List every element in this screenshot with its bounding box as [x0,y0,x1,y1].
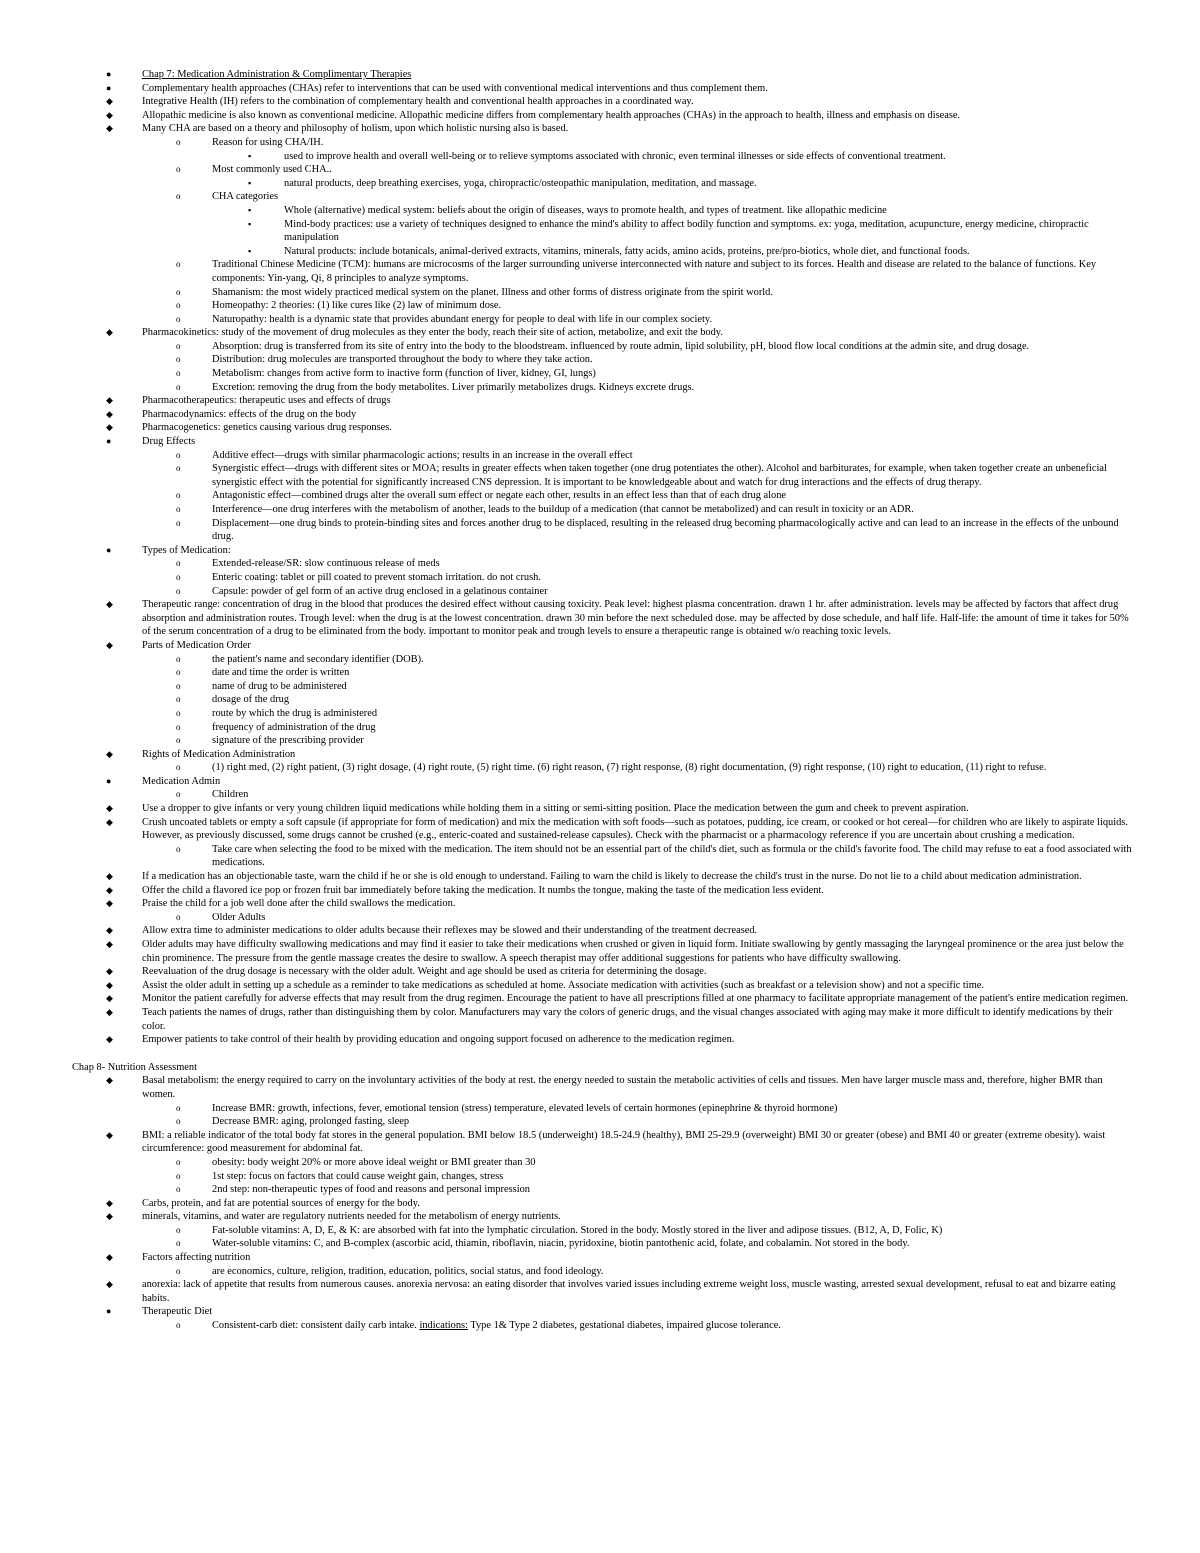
list-item [0,761,1200,775]
bullet-diamond-icon: ◆ [106,639,113,650]
bullet-o-icon: o [176,1102,181,1113]
bullet-diamond-icon: ◆ [106,96,113,107]
list-item [0,245,1200,259]
list-item [0,775,1200,789]
list-item [0,585,1200,599]
bullet-o-icon: o [176,667,181,678]
list-item-text: Offer the child a flavored ice pop or frozen fruit bar immediately before taking the medication. It numbs the tongue, making the taste of the medication less evident. [142,884,824,896]
list-item [0,721,1200,735]
bullet-square-icon: ▪ [248,177,252,188]
bullet-o-icon: o [176,1320,181,1331]
list-item [0,1319,1200,1333]
bullet-o-icon: o [176,735,181,746]
list-item [0,680,1200,694]
list-item-text: Assist the older adult in setting up a schedule as a reminder to take medications as scheduled at home. Associate medication with activities (such as breakfast or a television show) and not a specific time. [142,979,984,991]
list-item [0,82,1200,96]
bullet-o-icon: o [176,585,181,596]
list-item [0,517,1200,544]
bullet-o-icon: o [176,789,181,800]
list-item [0,503,1200,517]
list-item-text: Take care when selecting the food to be mixed with the medication. The item should not be an essential part of the child's diet, such as formula or the child's favorite food. The child may refuse to eat a food associated with medications. [212,843,1132,869]
list-item [0,421,1200,435]
list-item [0,816,1200,843]
bullet-circle-icon: ● [106,775,112,786]
bullet-diamond-icon: ◆ [106,966,113,977]
list-item-text: Older adults may have difficulty swallowing medications and may find it easier to take their medications when crushed or given in liquid form. Initiate swallowing by gently massaging the laryngeal prominence or the area just below the chin prominence. The pressure from the gentle massage creates the desire to swallow. A speech therapist may offer additional suggestions for patients who have difficulty swallowing. [142,939,1124,964]
list-item [0,938,1200,965]
list-item [0,802,1200,816]
bullet-diamond-icon: ◆ [106,1279,113,1290]
list-item-text: 1st step: focus on factors that could cause weight gain, changes, stress [212,1170,504,1182]
list-item [0,666,1200,680]
indications-label: indications: [419,1320,468,1332]
bullet-o-icon: o [176,340,181,351]
bullet-diamond-icon: ◆ [106,993,113,1004]
list-item [0,340,1200,354]
list-item [0,1115,1200,1129]
list-item-text: Whole (alternative) medical system: beliefs about the origin of diseases, ways to promote health, and types of treatment. like allopathic medicine [284,204,887,216]
list-item-text: Shamanism: the most widely practiced medical system on the planet. Illness and other forms of distress originate from the spirit world. [212,286,773,298]
list-item-text: Metabolism: changes from active form to inactive form (function of liver, kidney, GI, lungs) [212,368,596,380]
bullet-diamond-icon: ◆ [106,1252,113,1263]
bullet-diamond-icon: ◆ [106,1211,113,1222]
list-item-text: date and time the order is written [212,667,350,679]
bullet-o-icon: o [176,164,181,175]
list-item [0,394,1200,408]
bullet-square-icon: ▪ [248,245,252,256]
list-item [0,122,1200,136]
list-item [0,150,1200,164]
list-item [0,435,1200,449]
list-item-text: Pharmacogenetics: genetics causing various drug responses. [142,422,392,434]
list-item-text: Enteric coating: tablet or pill coated to prevent stomach irritation. do not crush. [212,571,541,583]
bullet-o-icon: o [176,313,181,324]
list-item [0,1224,1200,1238]
list-item-text: Teach patients the names of drugs, rather than distinguishing them by color. Manufacturers may vary the colors of generic drugs, and the visual changes associated with aging may make it more difficult to identify medications by their color. [142,1006,1113,1032]
list-item [0,884,1200,898]
list-item [0,489,1200,503]
bullet-o-icon: o [176,653,181,664]
bullet-diamond-icon: ◆ [106,1197,113,1208]
list-item [0,748,1200,762]
bullet-diamond-icon: ◆ [106,599,113,610]
list-item-text: Drug Effects [142,436,196,448]
bullet-circle-icon: ● [106,436,112,447]
bullet-o-icon: o [176,1238,181,1249]
bullet-square-icon: ▪ [248,150,252,161]
list-item [0,1074,1200,1101]
list-item [0,163,1200,177]
bullet-o-icon: o [176,368,181,379]
list-item [0,462,1200,489]
list-item [0,788,1200,802]
list-item-text: name of drug to be administered [212,680,347,692]
list-item-text: minerals, vitamins, and water are regulatory nutrients needed for the metabolism of energy nutrients. [142,1211,561,1223]
bullet-diamond-icon: ◆ [106,748,113,759]
list-item-text: Basal metabolism: the energy required to carry on the involuntary activities of the body at rest. the energy needed to sustain the metabolic activities of cells and tissues. Men have larger muscle mass and, therefore, higher BMR than women. [142,1075,1103,1100]
bullet-diamond-icon: ◆ [106,871,113,882]
list-item [0,313,1200,327]
bullet-o-icon: o [176,762,181,773]
list-item-text: Pharmacotherapeutics: therapeutic uses and effects of drugs [142,395,391,407]
list-item [0,1183,1200,1197]
list-item-text: Antagonistic effect—combined drugs alter the overall sum effect or negate each other, results in an effect less than that of each drug alone [212,490,787,502]
list-item [0,557,1200,571]
list-item [0,870,1200,884]
list-item-text: Factors affecting nutrition [142,1252,251,1264]
bullet-circle-icon: ● [106,544,112,555]
list-item-text: 2nd step: non-therapeutic types of food and reasons and personal impression [212,1184,530,1196]
list-item [0,204,1200,218]
bullet-o-icon: o [176,136,181,147]
chapter-7-list [0,82,1200,1047]
list-item-text: Complementary health approaches (CHAs) refer to interventions that can be used with conventional medical interventions and thus complement them. [142,82,768,94]
bullet-o-icon: o [176,680,181,691]
list-item [0,190,1200,204]
list-item-text: Natural products: include botanicals, animal-derived extracts, vitamins, minerals, fatty acids, amino acids, proteins, pre/pro-biotics, whole diet, and functional foods. [284,245,970,257]
list-item [0,598,1200,639]
list-item-text: Carbs, protein, and fat are potential sources of energy for the body. [142,1197,420,1209]
list-item-text: Extended-release/SR: slow continuous release of meds [212,558,440,570]
bullet-o-icon: o [176,463,181,474]
list-item [0,367,1200,381]
bullet-diamond-icon: ◆ [106,979,113,990]
list-item-text: Type 1& Type 2 diabetes, gestational diabetes, impaired glucose tolerance. [467,1320,781,1332]
list-item [0,381,1200,395]
chapter-8-list [0,1074,1200,1319]
list-item-text: Water-soluble vitamins: C, and B-complex (ascorbic acid, thiamin, riboflavin, niacin, pyridoxine, biotin pantothenic acid, folate, and cobalamin. Not stored in the body. [212,1238,910,1250]
list-item-text: Integrative Health (IH) refers to the combination of complementary health and conventional health approaches in a coordinated way. [142,96,694,108]
list-item [0,979,1200,993]
list-item [0,1129,1200,1156]
list-item [0,286,1200,300]
list-item-text: Use a dropper to give infants or very young children liquid medications while holding them in a sitting or semi-sitting position. Place the medication between the gum and cheek to prevent aspiration. [142,803,969,815]
bullet-diamond-icon: ◆ [106,898,113,909]
bullet-o-icon: o [176,490,181,501]
list-item-text: Displacement—one drug binds to protein-binding sites and forces another drug to be displaced, resulting in the released drug becoming pharmacologically active and can lead to an increase in the effects of the unbound drug. [212,517,1119,543]
bullet-o-icon: o [176,1184,181,1195]
bullet-o-icon: o [176,381,181,392]
list-item-text: Older Adults [212,911,266,923]
list-item-text: Fat-soluble vitamins: A, D, E, & K: are absorbed with fat into the lymphatic circulation. Stored in the body. Mostly stored in the liver and adipose tissues. (B12, A, D, Folic, K) [212,1224,943,1236]
bullet-diamond-icon: ◆ [106,408,113,419]
list-item-text: BMI: a reliable indicator of the total body fat stores in the general population. BMI below 18.5 (underweight) 18.5-24.9 (healthy), BMI 25-29.9 (overweight) BMI 30 or greater (obese) and BMI 40 or greater (extreme obesity). waist circumference: good measurement for abdominal fat. [142,1129,1106,1155]
bullet-o-icon: o [176,259,181,270]
list-item-text: Reason for using CHA/IH. [212,136,324,148]
list-item [0,992,1200,1006]
bullet-o-icon: o [176,300,181,311]
list-item-text: Mind-body practices: use a variety of techniques designed to enhance the mind's ability to affect bodily function and symptoms. ex: yoga, meditation, acupuncture, energy medicine, chiropractic manipulation [284,218,1089,244]
bullet-diamond-icon: ◆ [106,803,113,814]
list-item [0,843,1200,870]
bullet-diamond-icon: ◆ [106,395,113,406]
list-item-text: Traditional Chinese Medicine (TCM): humans are microcosms of the larger surrounding universe interconnected with nature and subject to its forces. Health and disease are related to the balance of functions. Key components: Yin-yang, Qi, 8 principles to analyze symptoms. [212,259,1097,284]
bullet-o-icon: o [176,1170,181,1181]
list-item-text: Therapeutic Diet [142,1306,213,1318]
list-item-text: CHA categories [212,191,279,203]
chapter-7-title-line [0,68,1200,82]
list-item [0,965,1200,979]
list-item-text: are economics, culture, religion, tradition, education, politics, social status, and food ideology. [212,1265,604,1277]
bullet-square-icon: ▪ [248,204,252,215]
list-item-text: Pharmacokinetics: study of the movement of drug molecules as they enter the body, reach their site of action, metabolize, and exit the body. [142,327,723,339]
list-item-text: Decrease BMR: aging, prolonged fasting, sleep [212,1116,410,1128]
list-item-text: dosage of the drug [212,694,290,706]
list-item-text: used to improve health and overall well-being or to relieve symptoms associated with chronic, even terminal illnesses or side effects of conventional treatment. [284,150,946,162]
list-item-text: frequency of administration of the drug [212,721,376,733]
list-item [0,109,1200,123]
list-item-text: Praise the child for a job well done after the child swallows the medication. [142,898,456,910]
list-item [0,1305,1200,1319]
bullet-o-icon: o [176,354,181,365]
list-item-text: Additive effect—drugs with similar pharmacologic actions; results in an increase in the overall effect [212,449,633,461]
list-item [0,924,1200,938]
list-item-text: anorexia: lack of appetite that results from numerous causes. anorexia nervosa: an eating disorder that involves varied issues including extreme weight loss, muscle wasting, arrested sexual development, refusal to eat and bizarre eating habits. [142,1279,1116,1304]
bullet-diamond-icon: ◆ [106,123,113,134]
list-item [0,353,1200,367]
bullet-o-icon: o [176,571,181,582]
list-item-text: Crush uncoated tablets or empty a soft capsule (if appropriate for form of medication) and mix the medication with soft foods—such as potatoes, pudding, ice cream, or cooked or hot cereal—for children who are likely to aspirate liquids. However, as previously discussed, some drugs cannot be crushed (e.g., enteric-coated and sustained-release capsules). Check with the pharmacist or a pharmacology reference if you are uncertain about crushing a medication. [142,816,1128,842]
bullet-o-icon: o [176,286,181,297]
list-item [0,1033,1200,1047]
list-item-text: signature of the prescribing provider [212,735,364,747]
bullet-circle-icon: ● [106,82,112,93]
bullet-o-icon: o [176,1156,181,1167]
list-item-text: Most commonly used CHA.. [212,164,332,176]
list-item-text: (1) right med, (2) right patient, (3) right dosage, (4) right route, (5) right time. (6) right reason, (7) right response, (8) right documentation, (9) right response, (10) right to education, (11) right to refuse. [212,762,1047,774]
list-item [0,1197,1200,1211]
list-item [0,136,1200,150]
list-item-text: Distribution: drug molecules are transported throughout the body to where they take action. [212,354,593,366]
bullet-o-icon: o [176,843,181,854]
list-item-text: Parts of Medication Order [142,639,251,651]
list-item [0,734,1200,748]
list-item-text: Consistent-carb diet: consistent daily carb intake. [212,1320,420,1332]
bullet-circle-icon: ● [106,69,112,79]
list-item [0,177,1200,191]
list-item [0,693,1200,707]
list-item-text: Interference—one drug interferes with the metabolism of another, leads to the buildup of a medication (that cannot be metabolized) and can result in toxicity or an ADR. [212,504,914,515]
list-item [0,218,1200,245]
bullet-o-icon: o [176,911,181,922]
bullet-diamond-icon: ◆ [106,327,113,338]
chapter-8-section [0,1061,1200,1333]
list-item-text: Capsule: powder of gel form of an active drug enclosed in a gelatinous container [212,585,548,597]
list-item [0,95,1200,109]
list-item [0,897,1200,911]
bullet-diamond-icon: ◆ [106,1034,113,1045]
list-item [0,1006,1200,1033]
list-item-text: Children [212,789,249,801]
bullet-diamond-icon: ◆ [106,1006,113,1017]
bullet-o-icon: o [176,517,181,528]
list-item-text: If a medication has an objectionable taste, warn the child if he or she is old enough to understand. Failing to warn the child is likely to decrease the child's trust in the nurse. Do not lie to a child about medication administration. [142,871,1082,883]
list-item [0,571,1200,585]
list-item-text: Empower patients to take control of their health by providing education and ongoing support focused on adherence to the medication regimen. [142,1034,735,1046]
bullet-o-icon: o [176,1265,181,1276]
list-item-text: Increase BMR: growth, infections, fever, emotional tension (stress) temperature, elevated levels of certain hormones (epinephrine & thyroid hormone) [212,1102,838,1114]
list-item-text: Allow extra time to administer medications to older adults because their reflexes may be slowed and their understanding of the treatment decreased. [142,925,758,937]
list-item-text: the patient's name and secondary identifier (DOB). [212,653,424,665]
list-item [0,1156,1200,1170]
list-item-text: Types of Medication: [142,544,231,556]
list-item-text: Rights of Medication Administration [142,748,296,760]
bullet-diamond-icon: ◆ [106,422,113,433]
list-item [0,449,1200,463]
bullet-o-icon: o [176,449,181,460]
list-item [0,1265,1200,1279]
list-item [0,408,1200,422]
list-item-text: Many CHA are based on a theory and philosophy of holism, upon which holistic nursing also is based. [142,123,569,135]
list-item [0,1278,1200,1305]
bullet-square-icon: ▪ [248,218,252,229]
list-item-text: Naturopathy: health is a dynamic state that provides abundant energy for people to deal with life in our complex society. [212,313,713,325]
bullet-o-icon: o [176,191,181,202]
chapter-7-section [0,68,1200,1047]
bullet-o-icon: o [176,694,181,705]
list-item-text: obesity: body weight 20% or more above ideal weight or BMI greater than 30 [212,1156,536,1168]
list-item [0,1237,1200,1251]
chapter-7-title: Chap 7: Medication Administration & Complimentary Therapies [142,69,412,80]
list-item [0,653,1200,667]
list-item [0,299,1200,313]
list-item-text: Synergistic effect—drugs with different sites or MOA; results in greater effects when taken together (one drug potentiates the other). Alcohol and barbiturates, for example, when taken together create an unbeneficial synergistic effect with the potential for significantly increased CNS depression. It is important to be knowledgeable about and watch for drug interactions and the effects of drug therapy. [212,463,1107,488]
bullet-diamond-icon: ◆ [106,109,113,120]
list-item [0,1251,1200,1265]
list-item [0,1102,1200,1116]
chapter-8-title: Chap 8- Nutrition Assessment [72,1061,197,1073]
list-item [0,544,1200,558]
list-item [0,1210,1200,1224]
bullet-o-icon: o [176,707,181,718]
list-item [0,911,1200,925]
list-item [0,639,1200,653]
list-item [0,1170,1200,1184]
list-item-text: Homeopathy: 2 theories: (1) like cures like (2) law of minimum dose. [212,300,502,312]
bullet-diamond-icon: ◆ [106,884,113,895]
bullet-diamond-icon: ◆ [106,816,113,827]
list-item-text: Monitor the patient carefully for adverse effects that may result from the drug regimen. Encourage the patient to have all prescriptions filled at one pharmacy to facilitate appropriate management of the patient's entire medication regimen. [142,993,1129,1005]
bullet-o-icon: o [176,558,181,569]
bullet-o-icon: o [176,1224,181,1235]
list-item-text: Reevaluation of the drug dosage is necessary with the older adult. Weight and age should be used as criteria for determining the dosage. [142,966,707,978]
bullet-diamond-icon: ◆ [106,939,113,949]
list-item-text: natural products, deep breathing exercises, yoga, chiropractic/osteopathic manipulation, meditation, and massage. [284,177,757,189]
list-item-text: Medication Admin [142,775,221,787]
list-item-text: Pharmacodynamics: effects of the drug on the body [142,408,357,420]
bullet-diamond-icon: ◆ [106,925,113,936]
list-item-text: Allopathic medicine is also known as conventional medicine. Allopathic medicine differs from complementary health approaches (CHAs) in the approach to health, illness and emphasis on disease. [142,109,961,121]
list-item-text: Absorption: drug is transferred from its site of entry into the body to the bloodstream. influenced by route admin, lipid solubility, pH, blood flow local conditions at the admin site, and drug dosage. [212,340,1030,352]
bullet-o-icon: o [176,504,181,514]
list-item-text: Excretion: removing the drug from the body metabolites. Liver primarily metabolizes drugs. Kidneys excrete drugs. [212,381,695,393]
bullet-o-icon: o [176,1116,181,1127]
bullet-diamond-icon: ◆ [106,1075,113,1086]
list-item-text: route by which the drug is administered [212,707,378,719]
bullet-diamond-icon: ◆ [106,1129,113,1140]
bullet-o-icon: o [176,721,181,732]
list-item [0,707,1200,721]
list-item-text: Therapeutic range: concentration of drug in the blood that produces the desired effect without causing toxicity. Peak level: highest plasma concentration. drawn 1 hr. after administration. levels may be affected by factors that affect drug absorption and administration routes. Trough level: when the drug is at the lowest concentration. drawn 30 min before the next scheduled dose. may be affected by dose schedule, and half life. Half-life: the amount of time it takes for 50% of the serum concentration of a drug to be eliminated from the body. important to monitor peak and trough levels to ensure a therapeutic range is obtained w/o reaching toxic levels. [142,599,1129,638]
bullet-circle-icon: ● [106,1306,112,1317]
document-page [0,68,1200,1333]
list-item [0,258,1200,285]
list-item [0,326,1200,340]
